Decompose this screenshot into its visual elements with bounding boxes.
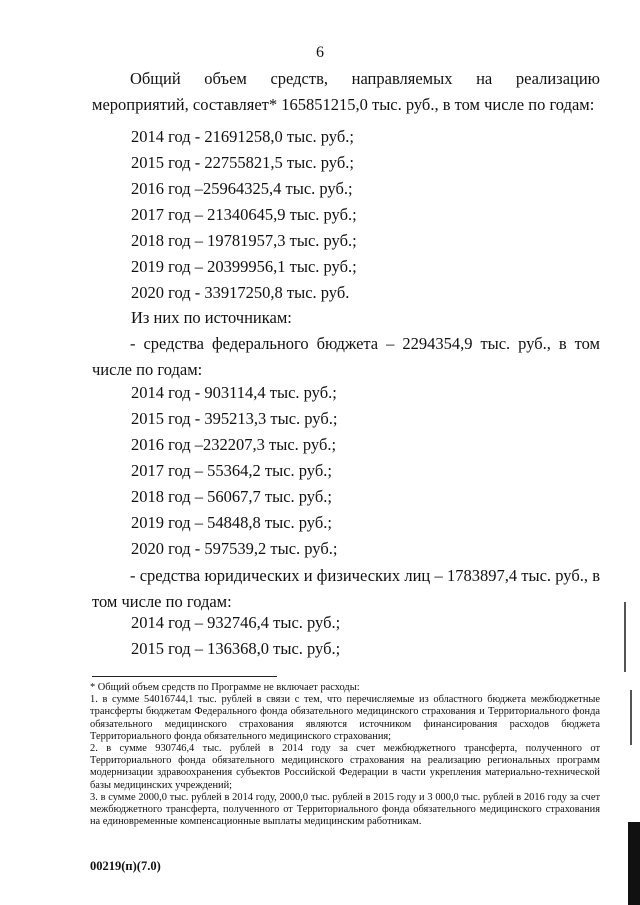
federal-year-line: 2020 год - 597539,2 тыс. руб.; <box>131 539 338 558</box>
total-year-line: 2017 год – 21340645,9 тыс. руб.; <box>131 205 357 224</box>
federal-year-line: 2018 год – 56067,7 тыс. руб.; <box>131 487 332 506</box>
footnote-item: 3. в сумме 2000,0 тыс. рублей в 2014 году, 2000,0 тыс. рублей в 2015 году и 3 000,0 тыс. рублей в 2016 году за счет межбюджетного трансферта, полученного от Территориального фонда обязательного медицинского страхования на единовременные компенсационные выплаты медицинским работникам. <box>90 791 600 828</box>
federal-year-line: 2015 год - 395213,3 тыс. руб.; <box>131 409 338 428</box>
total-year-line: 2015 год - 22755821,5 тыс. руб.; <box>131 153 354 172</box>
intro-paragraph: Общий объем средств, направляемых на реализацию мероприятий, составляет* 165851215,0 тыс. руб., в том числе по годам: <box>92 69 600 114</box>
footnote-item: * Общий объем средств по Программе не включает расходы: <box>90 682 360 693</box>
total-year-line: 2018 год – 19781957,3 тыс. руб.; <box>131 231 357 250</box>
legal-year-line: 2015 год – 136368,0 тыс. руб.; <box>131 639 341 658</box>
scan-edge-mark <box>630 690 632 745</box>
legal-year-line: 2014 год – 932746,4 тыс. руб.; <box>131 613 341 632</box>
footnote-item: 1. в сумме 54016744,1 тыс. рублей в связи с тем, что перечисляемые из областного бюджета межбюджетные трансферты бюджетам Федерального фонда обязательного медицинского страхования и Территориального фонда обязательного медицинского страхования являются источником финансирования расходов бюджета Территориального фонда обязательного медицинского страхования; <box>90 694 600 742</box>
legal-entities-paragraph: - средства юридических и физических лиц – 1783897,4 тыс. руб., в том числе по годам: <box>92 566 600 611</box>
federal-budget-paragraph: - средства федерального бюджета – 2294354,9 тыс. руб., в том числе по годам: <box>92 334 600 379</box>
total-year-line: 2019 год – 20399956,1 тыс. руб.; <box>131 257 357 276</box>
sources-heading: Из них по источникам: <box>131 308 292 327</box>
scan-edge-shadow <box>628 822 640 905</box>
scan-edge-mark <box>624 602 626 672</box>
total-year-line: 2014 год - 21691258,0 тыс. руб.; <box>131 127 354 146</box>
federal-year-line: 2016 год –232207,3 тыс. руб.; <box>131 435 337 454</box>
federal-year-line: 2019 год – 54848,8 тыс. руб.; <box>131 513 332 532</box>
footnote-separator <box>92 676 277 677</box>
total-year-line: 2016 год –25964325,4 тыс. руб.; <box>131 179 353 198</box>
federal-year-line: 2014 год - 903114,4 тыс. руб.; <box>131 383 337 402</box>
page-number: 6 <box>316 44 324 61</box>
total-year-line: 2020 год - 33917250,8 тыс. руб. <box>131 283 350 302</box>
document-code: 00219(п)(7.0) <box>90 859 161 873</box>
federal-year-line: 2017 год – 55364,2 тыс. руб.; <box>131 461 332 480</box>
footnotes <box>90 682 600 828</box>
footnote-item: 2. в сумме 930746,4 тыс. рублей в 2014 году за счет межбюджетного трансферта, полученного от Территориального фонда обязательного медицинского страхования на реализацию региональных программ модернизации здравоохранения субъектов Российской Федерации в части укрепления материально-технической базы медицинских учреждений; <box>90 743 600 791</box>
